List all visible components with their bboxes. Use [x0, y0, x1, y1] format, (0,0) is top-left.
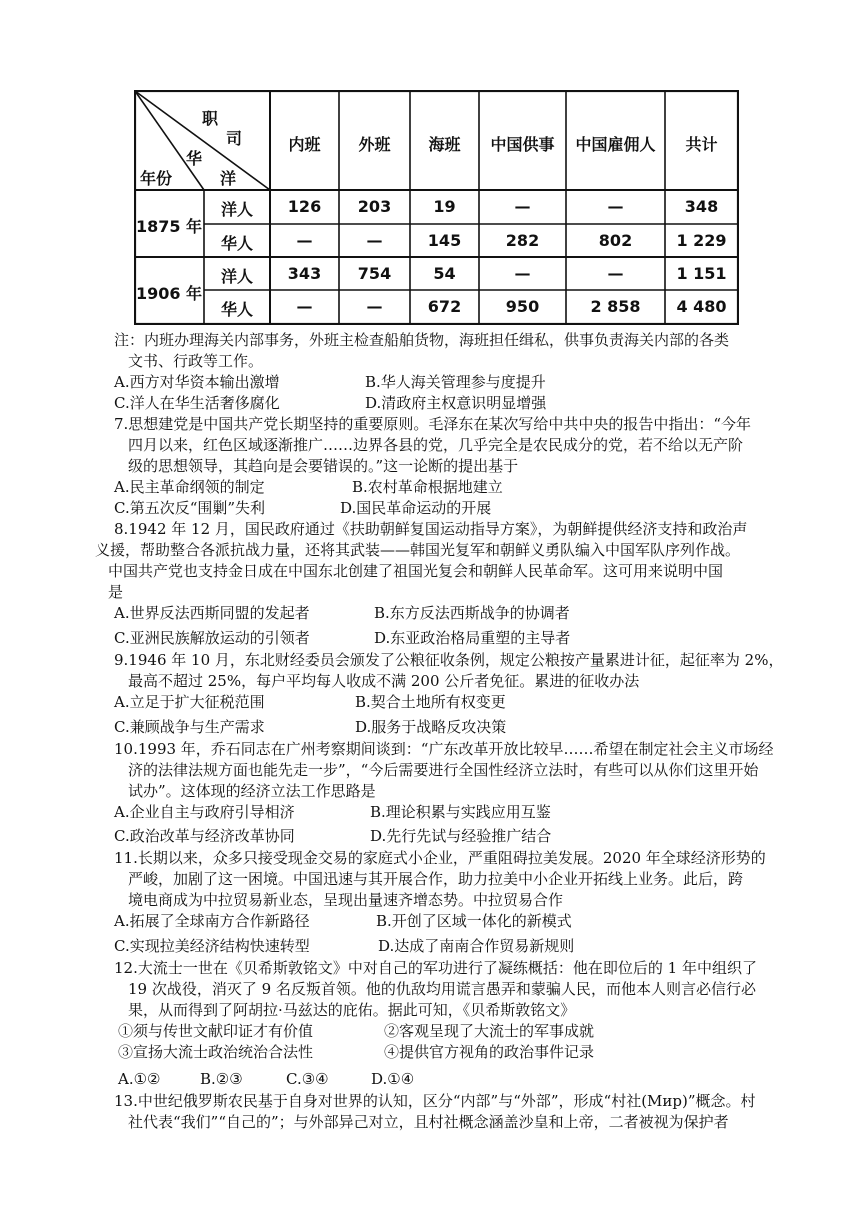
question-stem: 严峻，加剧了这一困境。中国迅速与其开展合作，助力拉美中小企业开拓线上业务。此后，跨	[128, 870, 744, 888]
statement-1: ①须与传世文献印证才有价值	[118, 1022, 314, 1040]
option-d: D.服务于战略反攻决策	[355, 718, 507, 736]
table-cell: 54	[433, 264, 456, 283]
header-neiban: 内班	[288, 135, 321, 154]
option-d: D.先行先试与经验推广结合	[370, 827, 552, 845]
question-stem: 19 次战役，消灭了 9 名反叛首领。他的仇敌均用谎言愚弄和蒙骗人民，而他本人则言必信行必	[128, 980, 756, 998]
question-stem: 13.中世纪俄罗斯农民基于自身对世界的认知，区分“内部”与“外部”，形成“村社(Мир)”概念。村	[114, 1092, 756, 1110]
option-d: D.国民革命运动的开展	[340, 499, 492, 517]
question-stem: 境电商成为中拉贸易新业态，呈现出量速齐增态势。中拉贸易合作	[128, 891, 564, 909]
corner-label-si: 司	[226, 129, 243, 148]
question-stem: 最高不超过 25%，每户平均每人收成不满 200 公斤者免征。累进的征收办法	[128, 672, 640, 690]
table-cell: 203	[357, 197, 392, 216]
table-cell: 126	[287, 197, 322, 216]
table-cell: 754	[357, 264, 392, 283]
table-cell: 802	[598, 231, 633, 250]
option-c: C.兼顾战争与生产需求	[114, 718, 265, 736]
option-c: C.洋人在华生活奢侈腐化	[114, 394, 280, 412]
table-cell: —	[514, 264, 531, 283]
option-a: A.企业自主与政府引导相济	[114, 803, 295, 821]
option-b: B.开创了区域一体化的新模式	[376, 912, 572, 930]
table-cell: 672	[427, 297, 462, 316]
table-cell: 19	[433, 197, 456, 216]
table-cell: 4 480	[676, 297, 727, 316]
header-total: 共计	[685, 135, 718, 154]
table-note: 文书、行政等工作。	[128, 352, 264, 370]
table-cell: —	[366, 297, 383, 316]
table-cell: 950	[505, 297, 540, 316]
table-cell: 145	[427, 231, 462, 250]
question-stem: 级的思想领导，其趋向是会要错误的。”这一论断的提出基于	[128, 457, 519, 475]
row-label: 洋人	[220, 267, 253, 286]
option-c: C.第五次反“围剿”失利	[114, 499, 266, 517]
option-b: B.农村革命根据地建立	[352, 478, 503, 496]
question-stem: 社代表“我们”“自己的”；与外部异己对立，且村社概念涵盖沙皇和上帝，二者被视为保护者	[128, 1113, 729, 1131]
table-note: 注：内班办理海关内部事务，外班主检查船舶货物，海班担任缉私，供事负责海关内部的各类	[114, 331, 730, 349]
option-d: D.达成了南南合作贸易新规则	[378, 937, 575, 955]
question-stem: 济的法律法规方面也能先走一步”，“今后需要进行全国性经济立法时，有些可以从你们这里开始	[128, 761, 759, 779]
question-stem: 12.大流士一世在《贝希斯敦铭文》中对自己的军功进行了凝练概括：他在即位后的 1 年中组织了	[114, 959, 757, 977]
row-label: 华人	[220, 234, 253, 253]
corner-label-hua: 华	[186, 149, 203, 168]
option-a: A.立足于扩大征税范围	[114, 693, 265, 711]
corner-label-zhi: 职	[202, 109, 219, 128]
customs-staff-table	[134, 90, 739, 325]
table-cell: —	[296, 231, 313, 250]
question-stem: 8.1942 年 12 月，国民政府通过《扶助朝鲜复国运动指导方案》，为朝鲜提供经济支持和政治声	[114, 520, 748, 538]
table-cell: 1 151	[676, 264, 727, 283]
option-a: A.西方对华资本输出激增	[114, 373, 280, 391]
table-cell: 348	[684, 197, 719, 216]
option-b: B.契合土地所有权变更	[355, 693, 506, 711]
statement-3: ③宣扬大流士政治统治合法性	[118, 1043, 314, 1061]
option-d: D.①④	[371, 1070, 415, 1088]
option-c: C.实现拉美经济结构快速转型	[114, 937, 310, 955]
table-cell: —	[366, 231, 383, 250]
year-1906: 1906 年	[135, 284, 203, 303]
statement-4: ④提供官方视角的政治事件记录	[384, 1043, 595, 1061]
row-label: 华人	[220, 300, 253, 319]
question-stem: 四月以来，红色区域逐渐推广……边界各县的党，几乎完全是农民成分的党，若不给以无产阶	[128, 436, 744, 454]
question-stem: 11.长期以来，众多只接受现金交易的家庭式小企业，严重阻碍拉美发展。2020 年全球经济形势的	[114, 849, 766, 867]
question-stem: 9.1946 年 10 月，东北财经委员会颁发了公粮征收条例，规定公粮按产量累进计征，起征率为 2%，	[114, 651, 784, 669]
question-stem: 7.思想建党是中国共产党长期坚持的重要原则。毛泽东在某次写给中共中央的报告中指出：“今年	[114, 415, 751, 433]
question-stem: 果，从而得到了阿胡拉·马兹达的庇佑。据此可知，《贝希斯敦铭文》	[128, 1001, 576, 1019]
option-c: C.亚洲民族解放运动的引领者	[114, 629, 310, 647]
header-waiban: 外班	[358, 135, 391, 154]
option-b: B.②③	[200, 1070, 243, 1088]
question-stem: 义援，帮助整合各派抗战力量，还将其武装——韩国光复军和朝鲜义勇队编入中国军队序列作战。	[95, 541, 741, 559]
table-cell: —	[296, 297, 313, 316]
header-guyongren: 中国雇佣人	[575, 135, 656, 154]
option-d: D.东亚政治格局重塑的主导者	[374, 629, 571, 647]
option-c: C.③④	[286, 1070, 329, 1088]
option-a: A.世界反法西斯同盟的发起者	[114, 604, 310, 622]
header-haiban: 海班	[428, 135, 461, 154]
corner-label-year: 年份	[140, 169, 173, 188]
option-a: A.拓展了全球南方合作新路径	[114, 912, 310, 930]
option-a: A.①②	[118, 1070, 161, 1088]
question-stem: 中国共产党也支持金日成在中国东北创建了祖国光复会和朝鲜人民革命军。这可用来说明中国	[108, 562, 724, 580]
option-a: A.民主革命纲领的制定	[114, 478, 265, 496]
row-label: 洋人	[220, 200, 253, 219]
question-stem: 试办”。这体现的经济立法工作思路是	[128, 782, 376, 800]
table-cell: 1 229	[676, 231, 727, 250]
corner-label-yang: 洋	[220, 169, 237, 188]
table-cell: —	[514, 197, 531, 216]
year-1875: 1875 年	[135, 217, 203, 236]
table-cell: —	[607, 264, 624, 283]
option-b: B.东方反法西斯战争的协调者	[374, 604, 570, 622]
table-cell: 2 858	[590, 297, 641, 316]
option-c: C.政治改革与经济改革协同	[114, 827, 295, 845]
option-b: B.华人海关管理参与度提升	[365, 373, 546, 391]
header-gongshi: 中国供事	[490, 135, 555, 154]
table-cell: 343	[287, 264, 322, 283]
statement-2: ②客观呈现了大流士的军事成就	[384, 1022, 595, 1040]
table-cell: —	[607, 197, 624, 216]
question-stem: 是	[108, 583, 124, 601]
option-d: D.清政府主权意识明显增强	[365, 394, 547, 412]
table-cell: 282	[505, 231, 540, 250]
question-stem: 10.1993 年，乔石同志在广州考察期间谈到：“广东改革开放比较早……希望在制定社会主义市场经	[114, 740, 774, 758]
option-b: B.理论积累与实践应用互鉴	[370, 803, 551, 821]
